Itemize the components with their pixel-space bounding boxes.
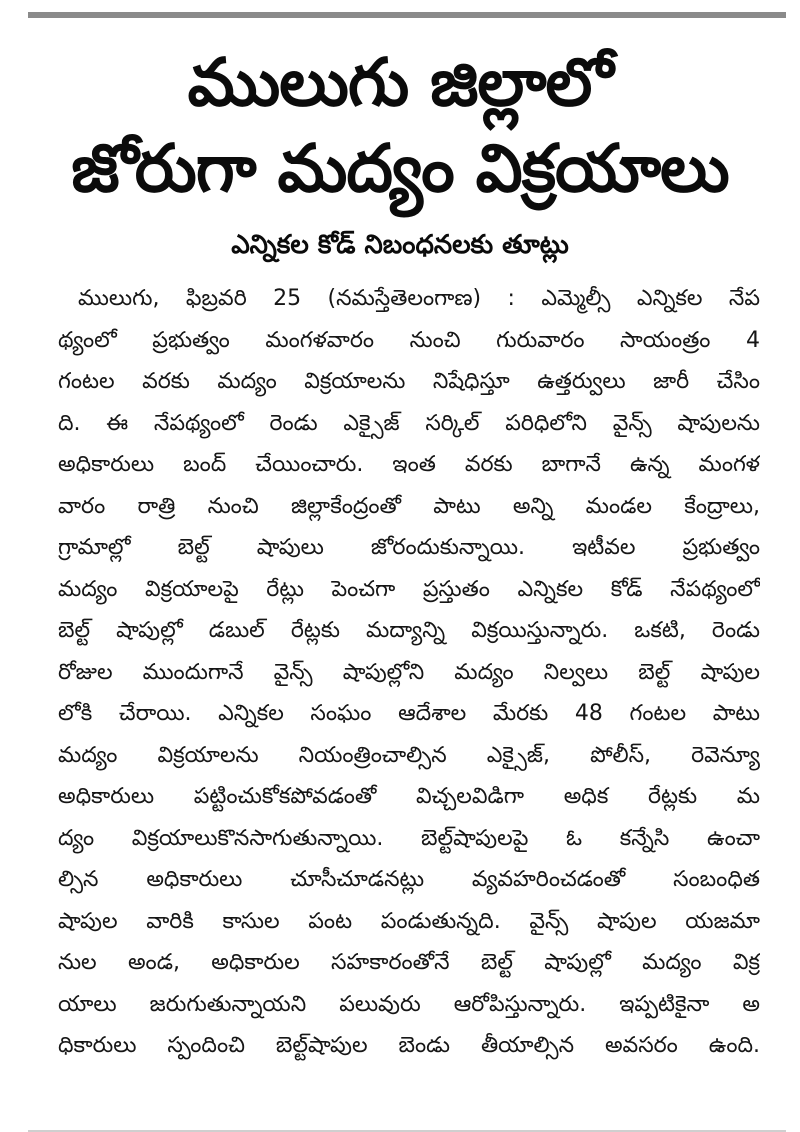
body-line: ది. ఈ నేపథ్యంలో రెండు ఎక్సైజ్‌ సర్కిల్‌ పరిధిలోని వైన్స్‌ షాపులను xyxy=(58,410,760,436)
body-line: ద్యం విక్రయాలుకొనసాగుతున్నాయి. బెల్ట్‌షాపులపై ఓ కన్నేసి ఉంచా xyxy=(58,825,760,851)
body-line: మద్యం విక్రయాలపై రేట్లు పెంచగా ప్రస్తుతం ఎన్నికల కోడ్‌ నేపథ్యంలో xyxy=(58,576,760,602)
body-line: గ్రామాల్లో బెల్ట్‌ షాపులు జోరందుకున్నాయి. ఇటీవల ప్రభుత్వం xyxy=(58,535,760,560)
body-line: ధికారులు స్పందించి బెల్ట్‌షాపుల బెండు తీయాల్సిన అవసరం ఉంది. xyxy=(58,1033,760,1058)
body-line: అధికారులు పట్టించుకోకపోవడంతో విచ్చలవిడిగా అధిక రేట్లకు మ xyxy=(58,784,760,809)
body-line: ములుగు, ఫిబ్రవరి 25 (నమస్తేతెలంగాణ) : ఎమ్మెల్సీ ఎన్నికల నేప xyxy=(78,286,760,311)
body-line: గంటల వరకు మద్యం విక్రయాలను నిషేధిస్తూ ఉత్తర్వులు జారీ చేసిం xyxy=(58,369,760,394)
headline-line-2: జోరుగా మద్యం విక్రయాలు xyxy=(71,130,729,207)
body-line: అధికారులు బంద్‌ చేయించారు. ఇంత వరకు బాగానే ఉన్న మంగళ xyxy=(58,452,760,477)
headline-line-1: ములుగు జిల్లాలో xyxy=(187,44,613,121)
body-line: నుల అండ, అధికారుల సహకారంతోనే బెల్ట్‌ షాపుల్లో మద్యం విక్ర xyxy=(58,950,760,975)
body-line: యాలు జరుగుతున్నాయని పలువురు ఆరోపిస్తున్నారు. ఇప్పటికైనా అ xyxy=(58,991,760,1017)
top-divider-rule xyxy=(28,12,786,18)
body-line: థ్యంలో ప్రభుత్వం మంగళవారం నుంచి గురువారం సాయంత్రం 4 xyxy=(58,327,760,353)
body-line: ల్సిన అధికారులు చూసీచూడనట్లు వ్యవహరించడంతో సంబంధిత xyxy=(58,867,760,892)
body-line: లోకి చేరాయి. ఎన్నికల సంఘం ఆదేశాల మేరకు 48 గంటల పాటు xyxy=(58,701,760,726)
article-subheadline: ఎన్నికల కోడ్‌ నిబంధనలకు తూట్లు xyxy=(231,230,569,260)
article-headline xyxy=(20,40,780,212)
article-body xyxy=(58,278,760,1067)
body-line: రోజుల ముందుగానే వైన్స్‌ షాపుల్లోని మద్యం నిల్వలు బెల్ట్‌ షాపుల xyxy=(58,659,760,685)
body-line: మద్యం విక్రయాలను నియంత్రించాల్సిన ఎక్సైజ్‌, పోలీస్‌, రెవెన్యూ xyxy=(58,742,760,768)
body-line: షాపుల వారికి కాసుల పంట పండుతున్నది. వైన్స్‌ షాపుల యజమా xyxy=(58,908,760,934)
body-line: బెల్ట్‌ షాపుల్లో డబుల్‌ రేట్లకు మద్యాన్ని విక్రయిస్తున్నారు. ఒకటి, రెండు xyxy=(58,618,760,643)
body-line: వారం రాత్రి నుంచి జిల్లాకేంద్రంతో పాటు అన్ని మండల కేంద్రాలు, xyxy=(58,493,760,519)
